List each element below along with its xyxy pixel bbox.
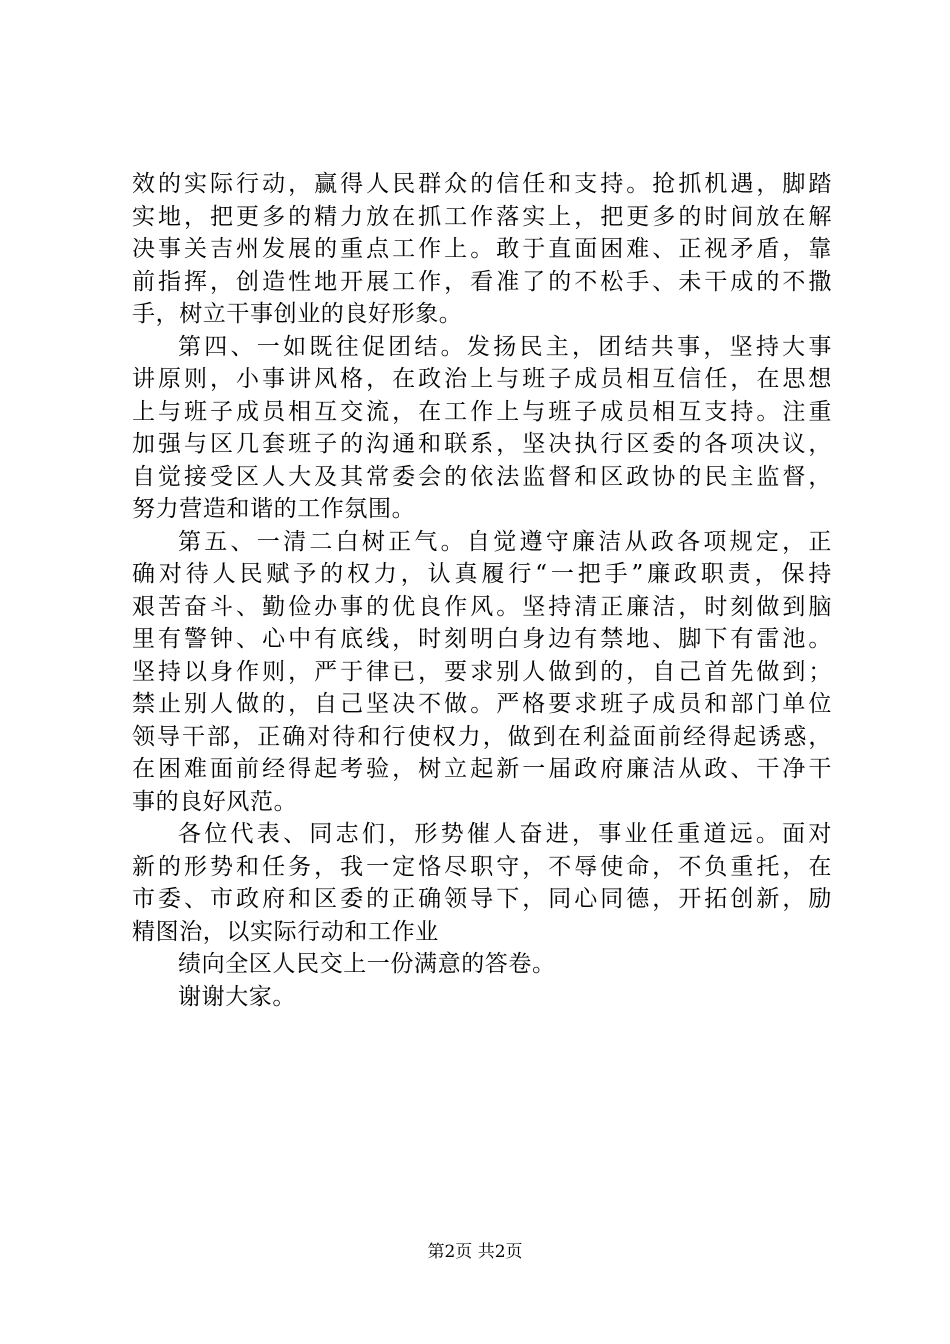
text-line: 精图治，以实际行动和工作业 — [132, 918, 439, 945]
text-line: 效的实际行动，赢得人民群众的信任和支持。抢抓机遇，脚踏 — [132, 171, 832, 197]
closing-line: 谢谢大家。 — [178, 983, 296, 1010]
text-line: 决事关吉州发展的重点工作上。敢于直面困难、正视矛盾，靠 — [132, 236, 832, 262]
text-line: 确对待人民赋予的权力，认真履行“一把手”廉政职责，保持 — [132, 561, 832, 587]
paragraph-start-line: 第五、一清二白树正气。自觉遵守廉洁从政各项规定，正 — [178, 528, 832, 555]
text-line: 新的形势和任务，我一定恪尽职守，不辱使命，不负重托，在 — [132, 853, 832, 880]
text-line: 自觉接受区人大及其常委会的依法监督和区政协的民主监督， — [132, 463, 832, 490]
page-number-footer: 第2页 共2页 — [427, 1242, 523, 1262]
paragraph-start-line: 第四、一如既往促团结。发扬民主，团结共事，坚持大事 — [178, 333, 832, 360]
text-line: 在困难面前经得起考验，树立起新一届政府廉洁从政、干净干 — [132, 756, 832, 782]
text-line: 实地，把更多的精力放在抓工作落实上，把更多的时间放在解 — [132, 203, 832, 230]
text-line: 前指挥，创造性地开展工作，看准了的不松手、未干成的不撒 — [132, 268, 832, 295]
text-line: 禁止别人做的，自己坚决不做。严格要求班子成员和部门单位 — [132, 691, 832, 717]
text-line: 市委、市政府和区委的正确领导下，同心同德，开拓创新，励 — [132, 886, 832, 912]
text-line: 事的良好风范。 — [132, 788, 298, 815]
text-line: 里有警钟、心中有底线，时刻明白身边有禁地、脚下有雷池。 — [132, 626, 832, 652]
text-line: 上与班子成员相互交流，在工作上与班子成员相互支持。注重 — [132, 398, 832, 425]
text-line: 手，树立干事创业的良好形象。 — [132, 301, 463, 327]
paragraph-start-line: 各位代表、同志们，形势催人奋进，事业任重道远。面对 — [178, 821, 832, 847]
text-line: 坚持以身作则，严于律已，要求别人做到的，自己首先做到； — [132, 658, 832, 685]
text-line: 讲原则，小事讲风格，在政治上与班子成员相互信任，在思想 — [132, 366, 832, 392]
text-line: 加强与区几套班子的沟通和联系，坚决执行区委的各项决议， — [132, 431, 832, 457]
text-line: 领导干部，正确对待和行使权力，做到在利益面前经得起诱惑， — [132, 723, 832, 750]
text-line: 努力营造和谐的工作氛围。 — [132, 496, 416, 522]
document-body — [132, 168, 832, 1013]
text-line: 艰苦奋斗、勤俭办事的优良作风。坚持清正廉洁，时刻做到脑 — [132, 593, 832, 620]
paragraph-start-line: 绩向全区人民交上一份满意的答卷。 — [178, 951, 556, 977]
